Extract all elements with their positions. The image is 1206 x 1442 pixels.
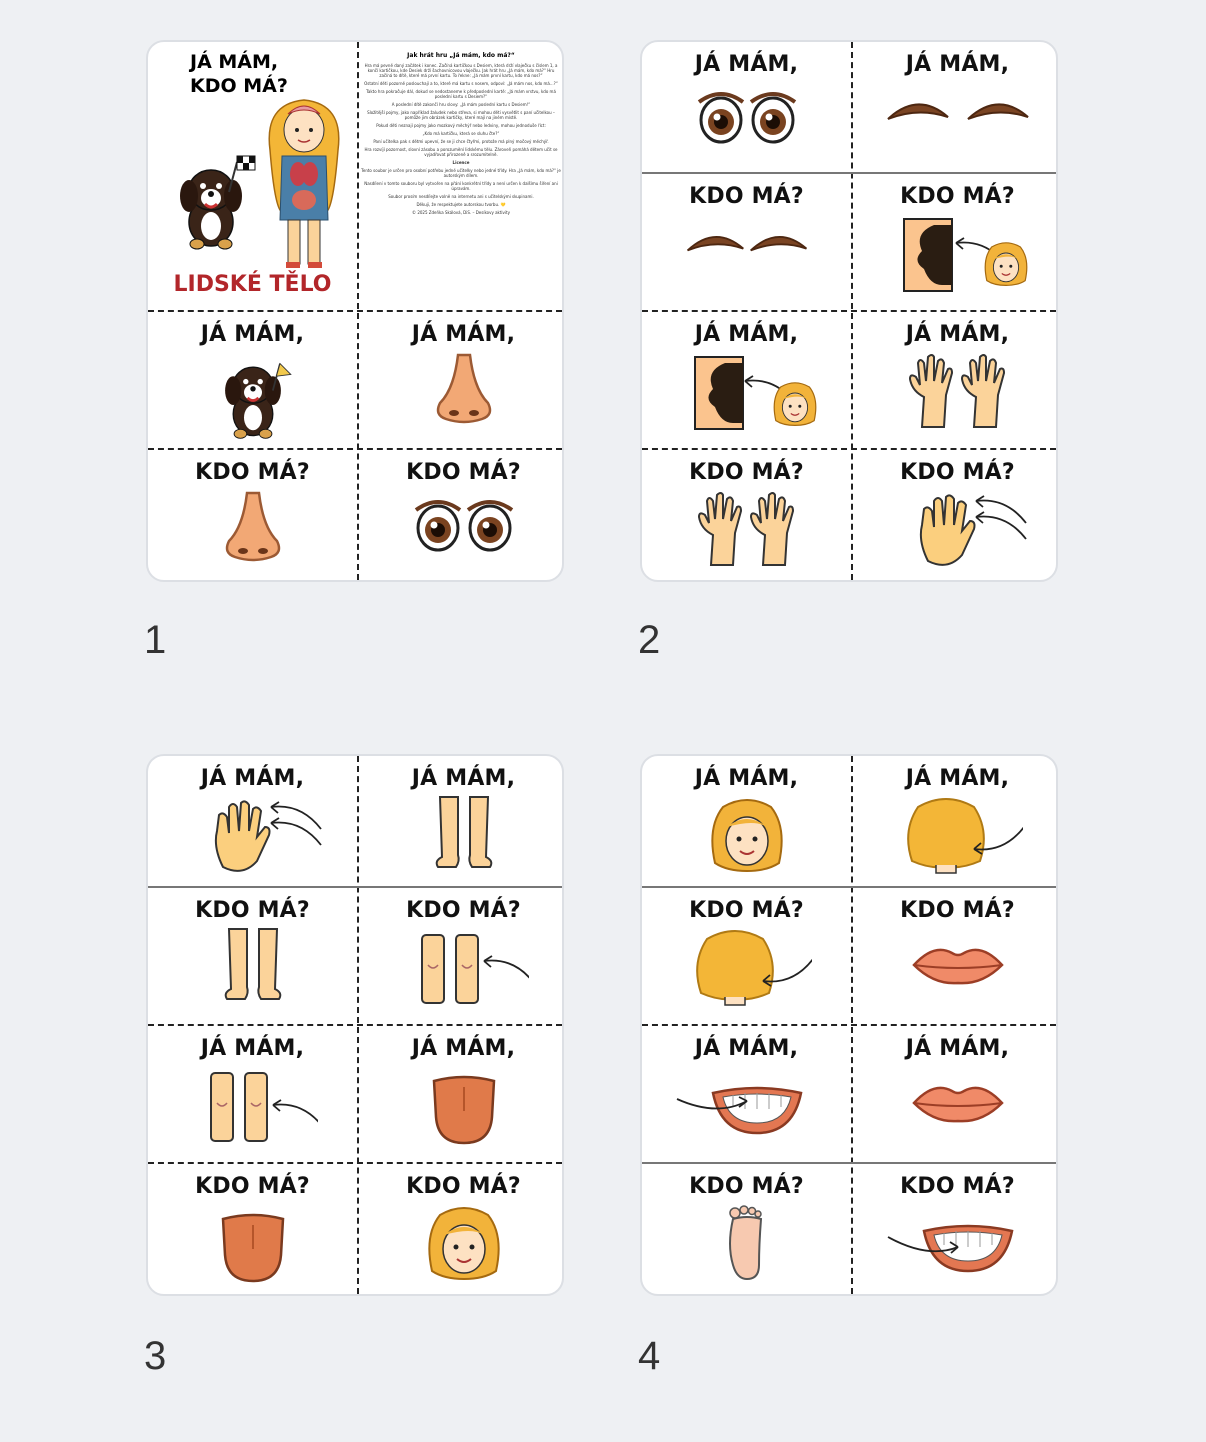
card-ja-mam-legs[interactable] bbox=[359, 756, 564, 886]
card-label: JÁ MÁM, bbox=[200, 322, 305, 347]
card-page-4[interactable] bbox=[640, 754, 1058, 1296]
rules-paragraph: A poslední dítě zakončí hru slovy: „Já mám poslední kartu s Desiem!“ bbox=[391, 102, 531, 107]
card-page-1[interactable] bbox=[146, 40, 564, 582]
legs-icon bbox=[213, 927, 293, 1011]
face-icon bbox=[422, 1203, 506, 1287]
card-ja-mam-tongue[interactable] bbox=[359, 1026, 564, 1162]
hands-icon bbox=[903, 351, 1013, 435]
rules-text bbox=[361, 42, 561, 310]
card-kdo-ma-legs[interactable] bbox=[148, 888, 357, 1024]
card-kdo-ma-knees[interactable] bbox=[359, 888, 564, 1024]
hair-icon bbox=[682, 927, 812, 1011]
card-ja-mam-teeth[interactable] bbox=[642, 1026, 851, 1162]
teeth-icon bbox=[672, 1065, 822, 1149]
card-kdo-ma-foot[interactable] bbox=[642, 1164, 851, 1296]
human-body-girl-illustration bbox=[264, 90, 344, 270]
eyes-icon bbox=[409, 489, 519, 559]
card-kdo-ma-eyes[interactable] bbox=[359, 450, 564, 582]
cover-title: JÁ MÁM, KDO MÁ? bbox=[190, 51, 288, 97]
card-kdo-ma-tongue[interactable] bbox=[148, 1164, 357, 1296]
dog-doctor-illustration bbox=[166, 142, 256, 262]
rules-paragraph: Takto hra pokračuje dál, dokud se nedostaneme k předposlední kartě: „Já mám vrstvu, kdo má poslední kartu s Desiem?“ bbox=[366, 89, 556, 99]
rules-license-heading: Licence bbox=[452, 160, 470, 165]
card-label: JÁ MÁM, bbox=[905, 1036, 1010, 1061]
card-kdo-ma-eyebrows[interactable] bbox=[642, 174, 851, 310]
cover-card bbox=[148, 42, 357, 310]
card-kdo-ma-hands[interactable] bbox=[642, 450, 851, 582]
rules-paragraph: Tento soubor je určen pro osobní potřebu jedné učitelky nebo jedné třídy. Hra „Já mám, kdo má?“ je autorským dílem. bbox=[361, 168, 561, 178]
card-label: JÁ MÁM, bbox=[200, 1036, 305, 1061]
nose-icon bbox=[213, 489, 293, 565]
fingers-icon bbox=[183, 795, 323, 879]
card-ja-mam-lips[interactable] bbox=[853, 1026, 1058, 1162]
card-kdo-ma-lips[interactable] bbox=[853, 888, 1058, 1024]
card-ja-mam-hands[interactable] bbox=[853, 312, 1058, 448]
legs-icon bbox=[424, 795, 504, 879]
card-label: KDO MÁ? bbox=[406, 898, 521, 923]
card-label: JÁ MÁM, bbox=[200, 766, 305, 791]
knees-icon bbox=[188, 1065, 318, 1149]
page-number: 3 bbox=[144, 1334, 167, 1378]
card-label: KDO MÁ? bbox=[900, 1174, 1015, 1199]
card-label: JÁ MÁM, bbox=[694, 766, 799, 791]
card-label: KDO MÁ? bbox=[689, 460, 804, 485]
mirror-reflection-icon bbox=[672, 351, 822, 435]
card-kdo-ma-teeth[interactable] bbox=[853, 1164, 1058, 1296]
rules-paragraph: Paní učitelka pak s dětmi upevní, že se ji chce čtyřmi, protože má plný močový měchýř. bbox=[373, 139, 549, 144]
lips-icon bbox=[908, 927, 1008, 1003]
tongue-icon bbox=[424, 1065, 504, 1149]
card-kdo-ma-nose[interactable] bbox=[148, 450, 357, 582]
dog-flag-icon bbox=[210, 351, 296, 441]
card-ja-mam-knees[interactable] bbox=[148, 1026, 357, 1162]
hands-icon bbox=[692, 489, 802, 573]
card-label: JÁ MÁM, bbox=[694, 322, 799, 347]
teeth-icon bbox=[883, 1203, 1033, 1287]
card-label: KDO MÁ? bbox=[689, 898, 804, 923]
nose-icon bbox=[424, 351, 504, 427]
face-icon bbox=[705, 795, 789, 879]
card-kdo-ma-fingers[interactable] bbox=[853, 450, 1058, 582]
rules-paragraph: Ostatní děti pozorně poslouchají a to, které má kartu s nosem, odpoví: „Já mám nos, kdo má...?“ bbox=[364, 81, 558, 86]
card-ja-mam-eyebrows[interactable] bbox=[853, 42, 1058, 172]
card-ja-mam-face[interactable] bbox=[642, 756, 851, 886]
card-label: KDO MÁ? bbox=[900, 460, 1015, 485]
rules-heading: Jak hrát hru „Já mám, kdo má?“ bbox=[407, 52, 515, 59]
eyebrows-icon bbox=[883, 81, 1033, 141]
rules-paragraph: Hra rozvíjí pozornost, slovní zásobu a porozumění lidskému tělu. Zároveň pomáhá dětem učit se vyjadřovat přirozeně a srozumitelně. bbox=[364, 147, 558, 157]
rules-paragraph: Pokud děti neznají pojmy jako mozkový měchýř nebo ledviny, mohou jednoduše říct: bbox=[376, 123, 546, 128]
rules-paragraph: „Kdo má kartičku, která se sluhu čte?“ bbox=[422, 131, 500, 136]
card-ja-mam-hair[interactable] bbox=[853, 756, 1058, 886]
tongue-icon bbox=[213, 1203, 293, 1287]
card-label: KDO MÁ? bbox=[689, 1174, 804, 1199]
card-kdo-ma-reflection[interactable] bbox=[853, 174, 1058, 310]
card-ja-mam-eyes[interactable] bbox=[642, 42, 851, 172]
card-label: KDO MÁ? bbox=[195, 898, 310, 923]
rules-paragraph: © 2025 Zdeňka Skálová, DiS. – Desíkovy aktivity bbox=[412, 210, 510, 215]
rules-paragraph: Hra má pevně daný začátek i konec. Začíná kartičkou s Desiem, která drží vlaječku s číslem 1, a končí kartičkou, kde Desiek drží šachovnicovou vlaječku. Jak hrát hru „Já mám, kdo má?“ Hru začíná to dítě, které má první kartu. To řekne: „Já mám první kartu, kdo má nos?“ bbox=[364, 63, 558, 78]
card-ja-mam-reflection[interactable] bbox=[642, 312, 851, 448]
card-label: JÁ MÁM, bbox=[905, 766, 1010, 791]
card-ja-mam-nose[interactable] bbox=[359, 312, 564, 448]
knees-icon bbox=[399, 927, 529, 1011]
card-label: KDO MÁ? bbox=[900, 184, 1015, 209]
rules-paragraph: Soubor prosím nesdílejte volně na internetu ani s učitelskými skupinami. bbox=[388, 194, 534, 199]
card-label: JÁ MÁM, bbox=[694, 52, 799, 77]
card-kdo-ma-face[interactable] bbox=[359, 1164, 564, 1296]
foot-icon bbox=[717, 1203, 777, 1287]
card-label: KDO MÁ? bbox=[195, 1174, 310, 1199]
rules-paragraph: Děkuji, že respektujete autorskou tvorbu. 💛 bbox=[416, 202, 506, 207]
card-label: KDO MÁ? bbox=[689, 184, 804, 209]
eyebrows-icon bbox=[682, 213, 812, 273]
card-label: JÁ MÁM, bbox=[411, 766, 516, 791]
mirror-reflection-icon bbox=[883, 213, 1033, 297]
page-number: 4 bbox=[638, 1334, 661, 1378]
card-ja-mam-dog[interactable] bbox=[148, 312, 357, 448]
card-label: JÁ MÁM, bbox=[411, 1036, 516, 1061]
lips-icon bbox=[908, 1065, 1008, 1141]
card-label: KDO MÁ? bbox=[900, 898, 1015, 923]
rules-paragraph: Nasdílení v tomto souboru byl vytvořen na přání konkrétní třídy a není určen k dalšímu šíření ani úpravám. bbox=[364, 181, 558, 191]
card-label: JÁ MÁM, bbox=[905, 322, 1010, 347]
card-page-3[interactable] bbox=[146, 754, 564, 1296]
page-number: 1 bbox=[144, 618, 167, 662]
eyes-icon bbox=[692, 81, 802, 151]
card-page-2[interactable] bbox=[640, 40, 1058, 582]
card-label: KDO MÁ? bbox=[406, 460, 521, 485]
card-label: KDO MÁ? bbox=[406, 1174, 521, 1199]
card-ja-mam-fingers[interactable] bbox=[148, 756, 357, 886]
card-label: JÁ MÁM, bbox=[694, 1036, 799, 1061]
card-kdo-ma-hair[interactable] bbox=[642, 888, 851, 1024]
fingers-icon bbox=[888, 489, 1028, 573]
hair-icon bbox=[893, 795, 1023, 879]
page-number: 2 bbox=[638, 618, 661, 662]
card-label: KDO MÁ? bbox=[195, 460, 310, 485]
cover-subtitle: LIDSKÉ TĚLO bbox=[173, 272, 332, 297]
card-label: JÁ MÁM, bbox=[411, 322, 516, 347]
card-label: JÁ MÁM, bbox=[905, 52, 1010, 77]
rules-paragraph: Složitější pojmy, jako například žaludek nebo střeva, si mohou děti vysvětlit s paní učitelkou – pomůže jim obrázek kartičky, které mají na jiném místě. bbox=[367, 110, 555, 120]
